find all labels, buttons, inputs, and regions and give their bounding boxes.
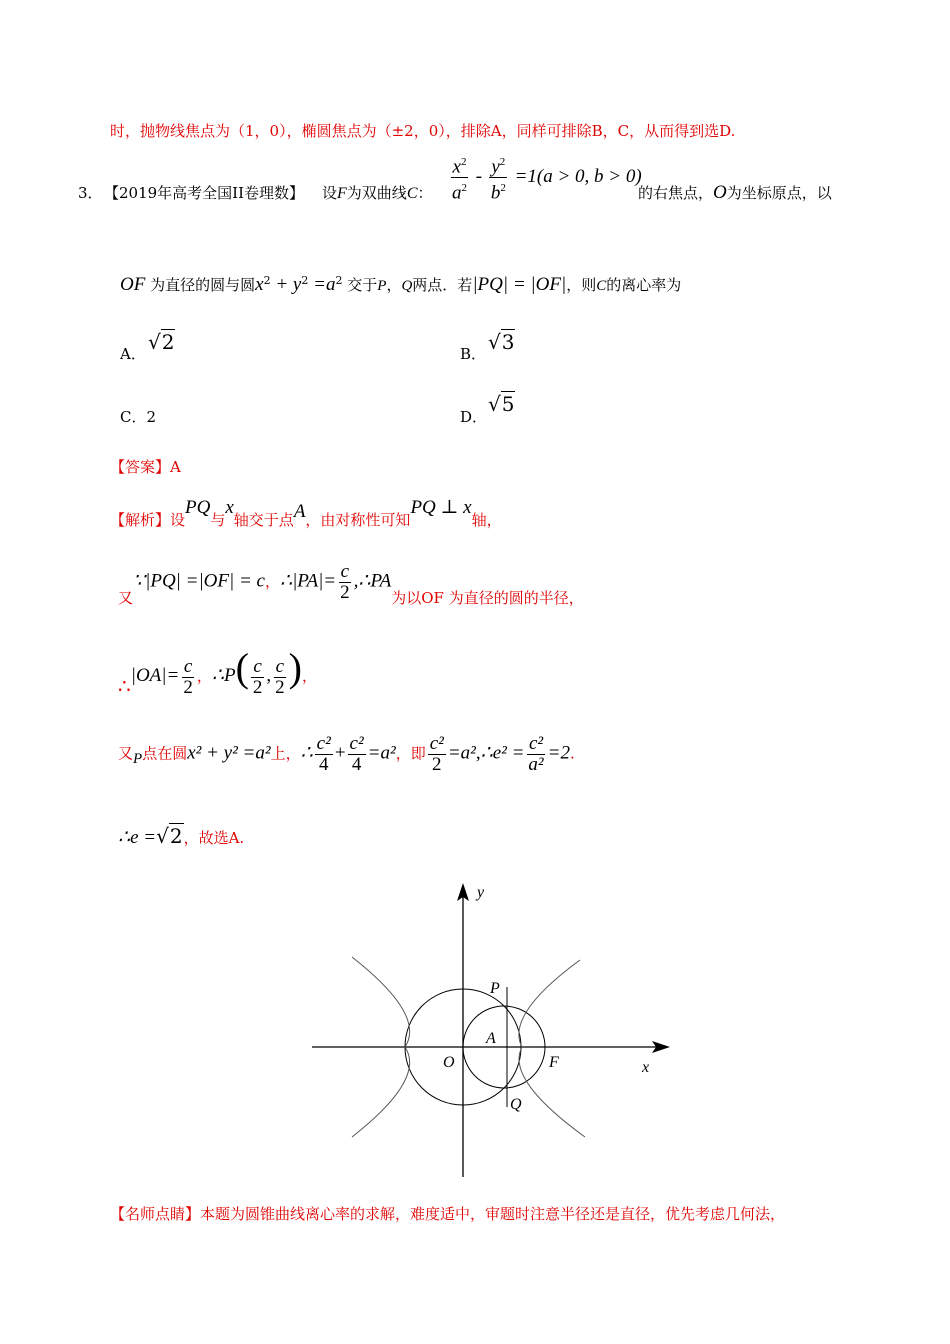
geometry-figure [300,875,680,1180]
analysis-line-2: 又∵|PQ| =|OF| = c，∴|PA|= $\frac{c}{2}$ ,∴PA为以OF 为直径的圆的半径， [118,561,584,607]
question-text-1: 设F为双曲线C： [322,184,433,202]
label-o: O [443,1054,455,1071]
label-q: Q [510,1096,522,1113]
teacher-tip: 【名师点睛】本题为圆锥曲线离心率的求解，难度适中，审题时注意半径还是直径，优先考虑几何法， [110,1205,786,1223]
question-number: 3． [78,184,103,202]
question-text-3: OF 为直径的圆与圆$x^2 + y^2 =a^2$ 交于P，Q两点．若|PQ| = |OF|，则C的离心率为 [120,274,682,295]
hyperbola-right-branch [519,960,585,1137]
hyperbola-equation: $\frac{x^2}{a^2}$ - $\frac{y^2}{b^2}$ =1(a > 0, b > 0) [448,152,642,204]
answer: 【答案】A [110,458,181,476]
analysis-line-3: ∴|OA|= $\frac{c}{2}$ ，∴P( $\frac{c}{2}$ , $\frac{c}{2}$ )， [118,645,317,698]
question-source: 【2019年高考全国II卷理数】 [104,184,305,202]
option-c: C．2 [120,408,157,426]
label-p: P [490,980,500,997]
option-b-label: B． [460,345,487,363]
option-b-value: √3 [488,330,515,354]
label-a: A [486,1030,496,1047]
label-y: y [477,884,485,901]
label-x: x [642,1059,650,1076]
analysis-line-1: 【解析】设PQ与x轴交于点A，由对称性可知PQ ⊥ x轴， [110,497,502,529]
analysis-line-5: ∴e =√2，故选A. [118,824,245,848]
option-a-value: √2 [148,330,175,354]
analysis-line-4: 又P点在圆x² + y² =a²上，∴ $\frac{\text{c²}}{4}$ + $\frac{\text{c²}}{4}$ =a²，即 $\frac{\text{c²}}{2}$ =a²,∴e² = $\frac{\text{c²}}{\text{a²}}$ =2. [118,733,575,775]
intro-line: 时，抛物线焦点为（1，0），椭圆焦点为（±2，0），排除A，同样可排除B，C，从而得到选D. [110,122,736,140]
option-d-label: D． [460,408,488,426]
question-text-2: 的右焦点，O为坐标原点，以 [638,182,832,203]
option-a-label: A． [120,345,146,363]
option-d-value: √5 [488,392,515,416]
label-f: F [549,1054,559,1071]
